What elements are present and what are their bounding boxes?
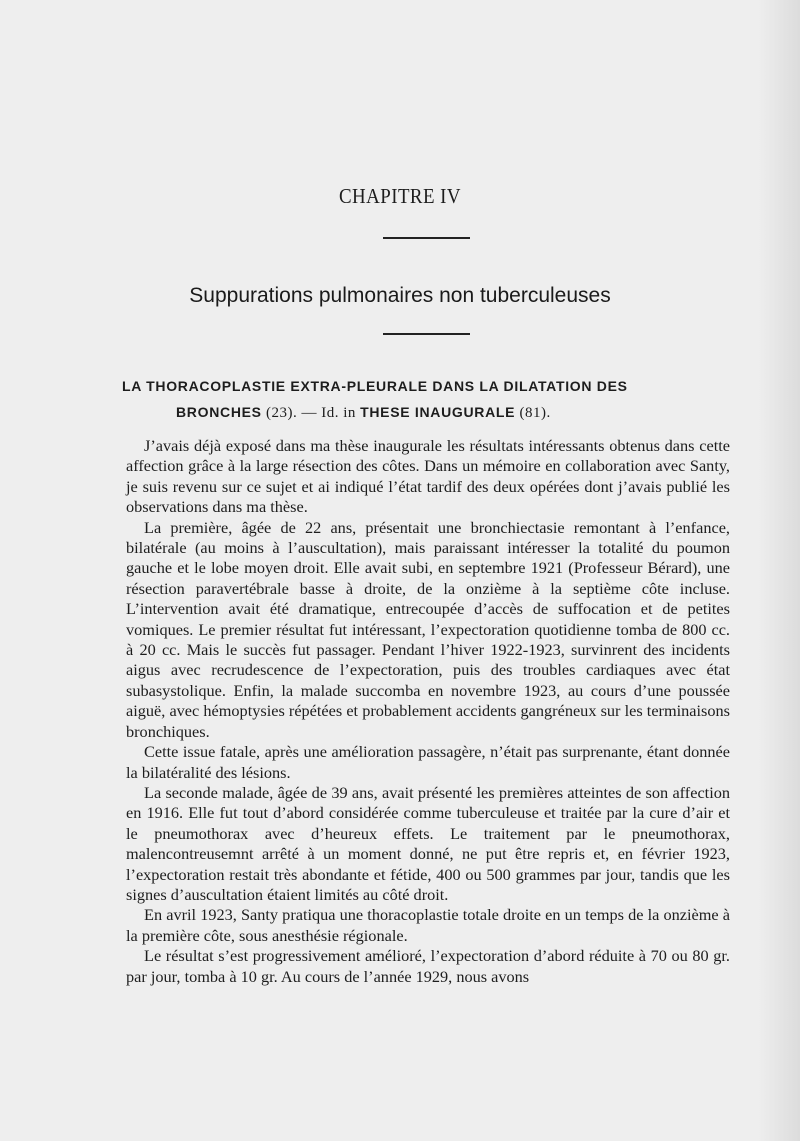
article-heading-line-1 (122, 374, 732, 400)
article-reference-1: (23). — Id. in (261, 405, 361, 421)
paragraph: La première, âgée de 22 ans, présentait une bronchiectasie remontant à l’enfance, bilatérale (au moins à l’auscultation), mais paraissant intéresser la totalité du poumon gauche et le lobe moyen droit. Elle avait subi, en septembre 1921 (Professeur Bérard), une résection paravertébrale basse à droite, de la onzième à la septième côte incluse. L’intervention avait été dramatique, entrecoupée d’accès de suffocation et de petites vomiques. Le premier résultat fut intéressant, l’expectoration quotidienne tomba de 800 cc. à 20 cc. Mais le succès fut passager. Pendant l’hiver 1922-1923, survinrent des incidents aigus avec recrudescence de l’expectoration, puis des troubles cardiaques avec état subasystolique. Enfin, la malade succomba en novembre 1923, au cours d’une poussée aiguë, avec hémoptysies répétées et probablement accidents gangréneux sur les terminaisons bronchiques. (126, 517, 730, 741)
article-title-part-2: BRONCHES (176, 404, 262, 420)
paragraph: Cette issue fatale, après une amélioration passagère, n’était pas surprenante, étant donnée la bilatéralité des lésions. (126, 742, 730, 782)
article-reference-2: (81). (515, 405, 551, 421)
paragraph: En avril 1923, Santy pratiqua une thoracoplastie totale droite en un temps de la onzième à la première côte, sous anesthésie régionale. (126, 905, 730, 945)
section-title: Suppurations pulmonaires non tuberculeuses (189, 284, 611, 307)
body-text (126, 436, 730, 987)
article-heading-line-2 (122, 400, 732, 426)
article-title-part-1: LA THORACOPLASTIE EXTRA-PLEURALE DANS LA DILATATION DES (122, 378, 628, 394)
paragraph: La seconde malade, âgée de 39 ans, avait présenté les premières atteintes de son affection en 1916. Elle fut tout d’abord considérée comme tuberculeuse et traitée par la cure d’air et le pneumothorax avec d’heureux effets. Le traitement par le pneumothorax, malencontreusemnt arrêté à un moment donné, ne put être repris et, en février 1923, l’expectoration restait très abondante et fétide, 400 ou 500 grammes par jour, tandis que les signes d’auscultation étaient limités au côté droit. (126, 782, 730, 904)
page-edge-shadow (758, 0, 800, 1141)
paragraph: J’avais déjà exposé dans ma thèse inaugurale les résultats intéressants obtenus dans cette affection grâce à la large résection des côtes. Dans un mémoire en collaboration avec Santy, je suis revenu sur ce sujet et ai indiqué l’état tardif des deux opérées dont j’avais publié les observations dans ma thèse. (126, 436, 730, 517)
chapter-heading: CHAPITRE IV (338, 184, 462, 208)
divider-rule (383, 237, 470, 239)
paragraph: Le résultat s’est progressivement amélioré, l’expectoration d’abord réduite à 70 ou 80 gr. par jour, tomba à 10 gr. Au cours de l’année 1929, nous avons (126, 946, 730, 986)
article-heading (122, 374, 732, 426)
article-title-part-3: THESE INAUGURALE (360, 404, 516, 420)
divider-rule (383, 333, 470, 335)
